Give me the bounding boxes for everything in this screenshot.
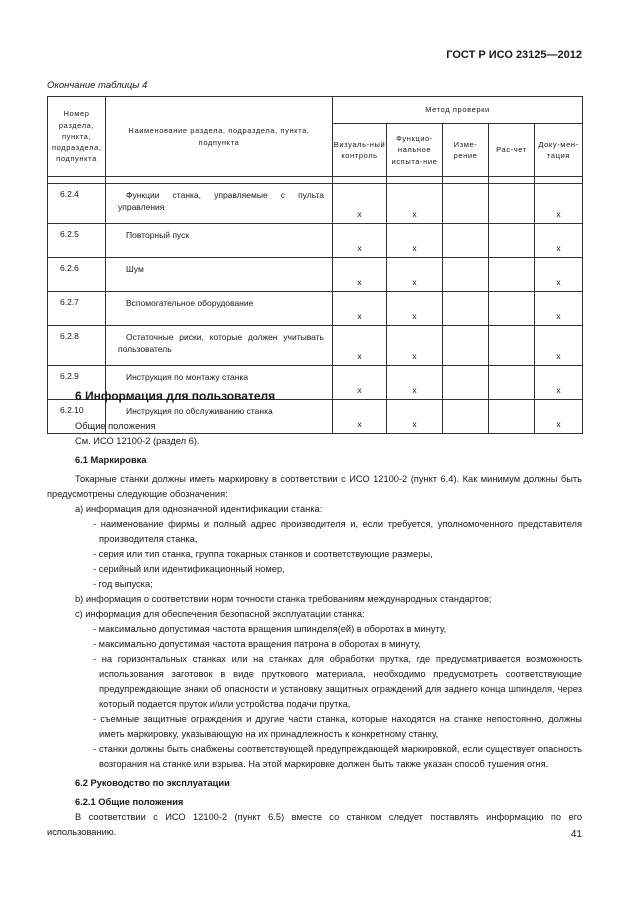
list-item: - серийный или идентификационный номер, bbox=[93, 564, 285, 574]
subsection-6-1-intro: Токарные станки должны иметь маркировку в соответствии с ИСО 12100-2 (пункт 6.4). Как минимум должны быть предусмотрены следующие обозначения: bbox=[47, 474, 582, 499]
mark-documentation: x bbox=[535, 326, 583, 366]
header-documentation: Доку-мен-тация bbox=[535, 124, 583, 177]
list-item: - наименование фирмы и полный адрес производителя и, если требуется, уполномоченного представителя производителя станка, bbox=[93, 519, 582, 544]
mark-documentation: x bbox=[535, 258, 583, 292]
row-number: 6.2.9 bbox=[48, 366, 106, 400]
mark-calculation bbox=[489, 326, 535, 366]
mark-functional: x bbox=[387, 258, 443, 292]
subsection-6-1-title: 6.1 Маркировка bbox=[75, 455, 147, 465]
mark-calculation bbox=[489, 258, 535, 292]
row-number: 6.2.7 bbox=[48, 292, 106, 326]
row-name: Шум bbox=[106, 258, 333, 292]
row-number: 6.2.8 bbox=[48, 326, 106, 366]
general-heading: Общие положения bbox=[75, 421, 156, 431]
list-b-label: b) информация о соответствии норм точности станка требованиям международных стандартов; bbox=[75, 594, 492, 604]
mark-functional: x bbox=[387, 292, 443, 326]
row-number: 6.2.10 bbox=[48, 400, 106, 434]
header-method-group: Метод проверки bbox=[333, 97, 583, 124]
mark-documentation: x bbox=[535, 184, 583, 224]
table-row bbox=[48, 224, 583, 258]
list-item: - серия или тип станка, группа токарных станков и соответствующие размеры, bbox=[93, 549, 433, 559]
list-item: - максимально допустимая частота вращения шпинделя(ей) в оборотах в минуту, bbox=[93, 624, 447, 634]
verification-method-table bbox=[47, 96, 583, 434]
list-c-label: с) информация для обеспечения безопасной эксплуатации станка: bbox=[75, 609, 365, 619]
subsection-6-2-1-title: 6.2.1 Общие положения bbox=[75, 797, 184, 807]
mark-visual: x bbox=[333, 366, 387, 400]
list-item: - на горизонтальных станках или на станках для обработки прутка, где предусматривается возможность использования заготовок в виде пруткового материала, необходимо предусмотреть соответствующие предупреждающие знаки об опасности и установку защитных ограждений для заднего конца шпинделя, через который подается пруток и/или устройства подачи прутка, bbox=[93, 654, 582, 709]
subsection-6-2-title: 6.2 Руководство по эксплуатации bbox=[75, 778, 230, 788]
mark-visual: x bbox=[333, 400, 387, 434]
standard-code: ГОСТ Р ИСО 23125—2012 bbox=[446, 49, 582, 61]
table-row bbox=[48, 292, 583, 326]
row-number: 6.2.4 bbox=[48, 184, 106, 224]
header-calculation: Рас-чет bbox=[489, 124, 535, 177]
page-number: 41 bbox=[570, 829, 582, 840]
mark-calculation bbox=[489, 184, 535, 224]
list-item: - максимально допустимая частота вращения патрона в оборотах в минуту, bbox=[93, 639, 421, 649]
row-name: Инструкция по обслуживанию станка bbox=[106, 400, 333, 434]
table-row bbox=[48, 326, 583, 366]
mark-documentation: x bbox=[535, 366, 583, 400]
header-visual: Визуаль-ный контроль bbox=[333, 124, 387, 177]
mark-calculation bbox=[489, 292, 535, 326]
list-item: - станки должны быть снабжены соответствующей предупреждающей маркировкой, если существует опасность возгорания на станке или взрыва. На этой маркировке должен быть также указан способ тушения огня. bbox=[93, 744, 582, 769]
header-measurement: Изме-рение bbox=[443, 124, 489, 177]
row-name: Вспомогательное оборудование bbox=[106, 292, 333, 326]
subsection-6-2-1-text: В соответствии с ИСО 12100-2 (пункт 6.5) вместе со станком следует поставлять информацию по его использованию. bbox=[47, 812, 582, 837]
row-name: Функции станка, управляемые с пульта управления bbox=[106, 184, 333, 224]
table-caption: Окончание таблицы 4 bbox=[47, 80, 148, 91]
mark-documentation: x bbox=[535, 400, 583, 434]
row-name: Инструкция по монтажу станка bbox=[106, 366, 333, 400]
table-row bbox=[48, 258, 583, 292]
mark-visual: x bbox=[333, 326, 387, 366]
mark-documentation: x bbox=[535, 224, 583, 258]
row-name: Повторный пуск bbox=[106, 224, 333, 258]
mark-calculation bbox=[489, 366, 535, 400]
mark-measurement bbox=[443, 326, 489, 366]
row-number: 6.2.6 bbox=[48, 258, 106, 292]
list-item: - съемные защитные ограждения и другие части станка, которые находятся на станке непостоянно, должны иметь маркировку, указывающую на их принадлежность к конкретному станку, bbox=[93, 714, 582, 739]
header-functional: Функцио-нальное испыта-ние bbox=[387, 124, 443, 177]
mark-measurement bbox=[443, 184, 489, 224]
mark-calculation bbox=[489, 224, 535, 258]
mark-documentation: x bbox=[535, 292, 583, 326]
table-row bbox=[48, 184, 583, 224]
list-item: - год выпуска; bbox=[93, 579, 153, 589]
mark-functional: x bbox=[387, 224, 443, 258]
mark-measurement bbox=[443, 292, 489, 326]
row-name: Остаточные риски, которые должен учитывать пользователь bbox=[106, 326, 333, 366]
mark-visual: x bbox=[333, 184, 387, 224]
mark-visual: x bbox=[333, 292, 387, 326]
mark-functional: x bbox=[387, 326, 443, 366]
mark-functional: x bbox=[387, 366, 443, 400]
header-name: Наименование раздела, подраздела, пункта, подпункта bbox=[106, 97, 333, 177]
section-body bbox=[47, 419, 582, 840]
header-number: Номер раздела, пункта, подраздела, подпункта bbox=[48, 97, 106, 177]
general-reference: См. ИСО 12100-2 (раздел 6). bbox=[75, 436, 200, 446]
mark-functional: x bbox=[387, 184, 443, 224]
mark-functional: x bbox=[387, 400, 443, 434]
mark-visual: x bbox=[333, 258, 387, 292]
row-number: 6.2.5 bbox=[48, 224, 106, 258]
section-title: 6 Информация для пользователя bbox=[75, 389, 276, 403]
list-a-label: а) информация для однозначной идентификации станка: bbox=[75, 504, 323, 514]
mark-measurement bbox=[443, 366, 489, 400]
mark-visual: x bbox=[333, 224, 387, 258]
mark-measurement bbox=[443, 258, 489, 292]
mark-measurement bbox=[443, 224, 489, 258]
